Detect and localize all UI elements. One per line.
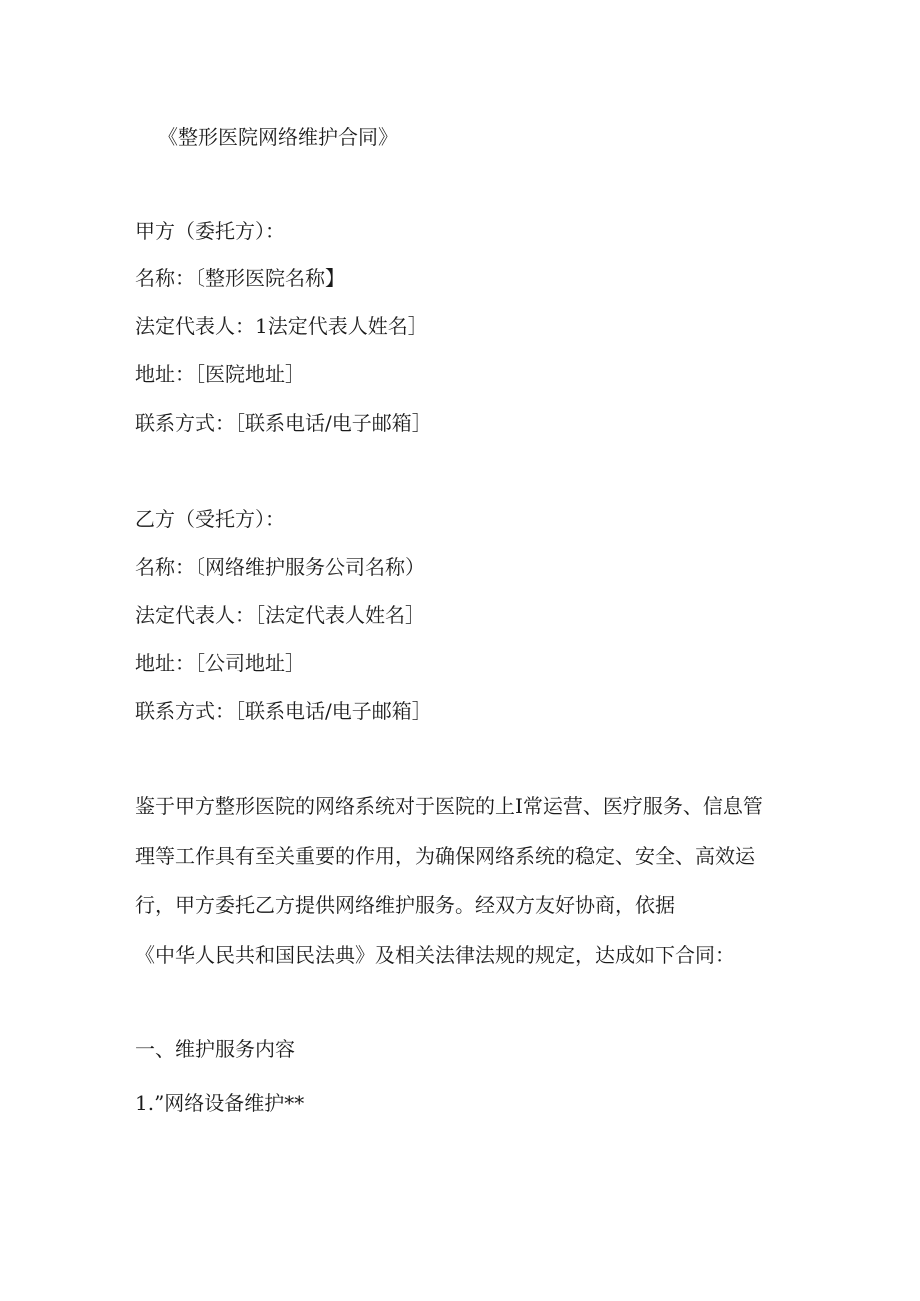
preamble-line: 《中华人民共和国民法典》及相关法律法规的规定，达成如下合同：: [135, 942, 735, 967]
preamble-line: 鉴于甲方整形医院的网络系统对于医院的上I常运营、医疗服务、信息管: [135, 794, 763, 818]
party-a-contact: 联系方式：［联系电话/电子邮箱］: [135, 411, 432, 435]
contract-title: 《整形医院网络维护合同》: [158, 125, 398, 149]
party-b-heading: 乙方（受托方）：: [135, 507, 285, 531]
party-a-heading: 甲方（委托方）：: [135, 219, 285, 243]
party-b-name: 名称：〔网络维护服务公司名称）: [135, 555, 425, 579]
party-a-address: 地址：［医院地址］: [135, 362, 305, 386]
section-heading: 一、维护服务内容: [135, 1037, 295, 1061]
party-b-address: 地址：［公司地址］: [135, 651, 305, 675]
preamble-paragraph: [135, 793, 775, 991]
preamble-line: 行，甲方委托乙方提供网络维护服务。经双方友好协商，依据: [135, 893, 675, 917]
party-b-legal-rep: 法定代表人：［法定代表人姓名］: [135, 603, 425, 627]
section-item: 1.”网络设备维护**: [135, 1091, 305, 1115]
party-a-name: 名称：〔整形医院名称】: [135, 266, 345, 290]
party-a-legal-rep: 法定代表人：1法定代表人姓名］: [135, 314, 428, 338]
preamble-line: 理等工作具有至关重要的作用，为确保网络系统的稳定、安全、高效运: [135, 843, 755, 868]
party-b-contact: 联系方式：［联系电话/电子邮箱］: [135, 699, 432, 723]
